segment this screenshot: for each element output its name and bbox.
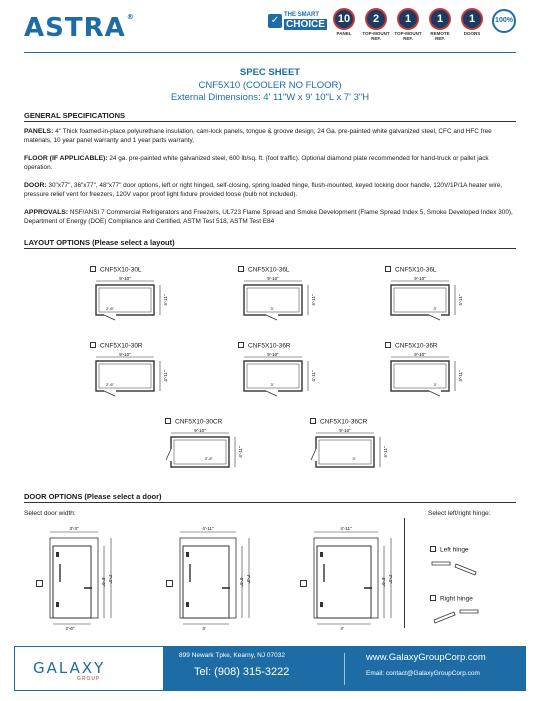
- header: [0, 0, 540, 62]
- right-hinge-checkbox[interactable]: [430, 595, 436, 601]
- layout-checkbox[interactable]: [238, 342, 244, 348]
- layout-diagram: [385, 351, 465, 401]
- layout-name: CNF5X10-30L: [100, 266, 142, 274]
- general-heading: GENERAL SPECIFICATIONS: [24, 111, 125, 120]
- layout-checkbox[interactable]: [90, 266, 96, 272]
- floor-text: 24 ga. pre-painted white galvanized steel, 600 lb/sq. ft. (foot traffic). Optional diamond plate recommended for hand-truck or pallet jack operation.: [24, 155, 489, 171]
- layout-option[interactable]: [385, 266, 475, 328]
- layout-depth-label: 4'-11": [458, 294, 463, 306]
- layout-door-label: 2'-6": [106, 306, 114, 311]
- floor-label: FLOOR (IF APPLICABLE):: [24, 155, 108, 162]
- door-diagram: [166, 524, 266, 634]
- door-diagram: [300, 524, 400, 634]
- approvals-label: APPROVALS:: [24, 209, 69, 216]
- layout-option-caption[interactable]: [90, 266, 180, 274]
- layout-depth-label: 4'-11": [163, 294, 168, 306]
- hundred-percent-badge: 100%: [492, 9, 516, 33]
- right-hinge-option[interactable]: [430, 595, 473, 603]
- layout-option-caption[interactable]: [90, 342, 180, 350]
- layout-checkbox[interactable]: [385, 266, 391, 272]
- warranty-badge: [330, 8, 358, 41]
- layout-depth-label: 4'-11": [238, 446, 243, 458]
- panels-label: PANELS:: [24, 128, 54, 135]
- layout-width-label: 9'-10": [119, 352, 131, 357]
- warranty-badge: [426, 8, 454, 41]
- spec-dimensions: External Dimensions: 4' 11"W x 9' 10"L x 7' 3"H: [170, 92, 370, 103]
- layout-depth-label: 4'-11": [311, 294, 316, 306]
- warranty-badge: [394, 8, 422, 41]
- right-hinge-icon: [430, 606, 480, 626]
- layout-checkbox[interactable]: [90, 342, 96, 348]
- door-option[interactable]: [300, 524, 400, 634]
- door-text: 30"x77", 36"x77", 48"x77" door options, left or right hinged, self-closing, spring loaded hinge, flush-mounted, keyed locking door handle, 120V/1P/1A heater wire, pressure relief vent for freezers, 120V vapor proof light fixture provided loose (bulb not included).: [24, 182, 503, 198]
- smart-choice-badge: [268, 12, 324, 36]
- check-icon: ✓: [268, 14, 282, 28]
- layout-door-label: 3': [433, 382, 437, 387]
- badge-label: PANEL: [336, 31, 352, 36]
- layout-name: CNF5X10-30CR: [175, 418, 223, 426]
- layout-width-label: 9'-10": [339, 428, 351, 433]
- layout-option[interactable]: [385, 342, 475, 404]
- layout-option[interactable]: [238, 342, 328, 404]
- layout-name: CNF5X10-30R: [100, 342, 143, 350]
- layout-option[interactable]: [238, 266, 328, 328]
- layout-diagram: [310, 427, 390, 477]
- panels-spec: [24, 127, 518, 145]
- door-total-height-label: 7'-3": [108, 574, 113, 584]
- warranty-badge: [458, 8, 486, 41]
- layout-depth-label: 4'-11": [458, 370, 463, 382]
- layout-heading: LAYOUT OPTIONS (Please select a layout): [24, 238, 175, 247]
- door-bottom-label: 4': [340, 626, 344, 631]
- footer-divider: [344, 653, 345, 685]
- badge-value: 1: [397, 8, 419, 30]
- choice-line2: CHOICE: [286, 19, 325, 30]
- panels-text: 4" Thick foamed-in-place polyurethane insulation, cam-lock panels, tongue & groove design, 24 Ga. pre-painted white galvanized steel, CFC and HFC free materials, 10 year panel warranty and 1 year parts warranty,: [24, 128, 492, 144]
- approvals-spec: [24, 208, 518, 226]
- layout-name: CNF5X10-36L: [395, 266, 437, 274]
- select-width-label: Select door width:: [24, 510, 76, 517]
- badge-value: 1: [461, 8, 483, 30]
- astra-logo: ASTRA®: [24, 13, 135, 43]
- layout-depth-label: 4'-11": [311, 370, 316, 382]
- layout-door-label: 3': [270, 306, 274, 311]
- door-height-label: 6'-5": [101, 577, 106, 587]
- door-top-label: 4'-11": [202, 526, 214, 531]
- layout-checkbox[interactable]: [238, 266, 244, 272]
- email-link[interactable]: Email: contact@GalaxyGroupCorp.com: [366, 670, 480, 677]
- badge-value: 1: [429, 8, 451, 30]
- left-hinge-icon: [430, 558, 480, 578]
- spec-title: SPEC SHEET: [239, 67, 301, 78]
- address: 899 Newark Tpke, Kearny, NJ 07032: [179, 652, 285, 659]
- door-label: DOOR:: [24, 182, 47, 189]
- layout-diagram: [238, 275, 318, 325]
- badge-label: DOORS: [463, 31, 481, 36]
- layout-option-caption[interactable]: [238, 342, 328, 350]
- layout-option-caption[interactable]: [238, 266, 328, 274]
- door-total-height-label: 7'-3": [246, 574, 251, 584]
- layout-diagram: [90, 351, 170, 401]
- website-link[interactable]: www.GalaxyGroupCorp.com: [366, 652, 486, 663]
- badge-value: 2: [365, 8, 387, 30]
- galaxy-logo-text: GALAXY: [33, 659, 106, 677]
- door-spec: [24, 181, 518, 199]
- door-option[interactable]: [36, 524, 136, 634]
- door-top-label: 3'-3": [69, 526, 79, 531]
- badge-value: 10: [333, 8, 355, 30]
- left-hinge-option[interactable]: [430, 546, 469, 554]
- vertical-divider: [404, 518, 405, 628]
- divider: [24, 248, 516, 249]
- layout-width-label: 9'-10": [267, 352, 279, 357]
- door-total-height-label: 7'-3": [388, 574, 393, 584]
- layout-option[interactable]: [90, 266, 180, 328]
- layout-name: CNF5X10-36CR: [320, 418, 368, 426]
- layout-door-label: 2'-6": [205, 456, 213, 461]
- layout-width-label: 9'-10": [119, 276, 131, 281]
- layout-option[interactable]: [90, 342, 180, 404]
- door-diagram: [36, 524, 136, 634]
- layout-door-label: 2'-6": [106, 382, 114, 387]
- left-hinge-checkbox[interactable]: [430, 546, 436, 552]
- badge-label: TOP-MOUNT REF.: [362, 31, 390, 41]
- divider: [24, 502, 516, 503]
- layout-option[interactable]: [310, 418, 400, 480]
- layout-option[interactable]: [165, 418, 255, 480]
- header-divider: [24, 52, 516, 53]
- warranty-badges: [330, 8, 486, 41]
- badge-label: TOP-MOUNT REF.: [394, 31, 422, 41]
- layout-door-label: 3': [433, 306, 437, 311]
- layout-option-caption[interactable]: [385, 266, 475, 274]
- layout-door-label: 3': [270, 382, 274, 387]
- layout-width-label: 9'-10": [194, 428, 206, 433]
- phone[interactable]: Tel: (908) 315-3222: [194, 666, 290, 678]
- layout-diagram: [165, 427, 245, 477]
- left-hinge-label: Left hinge: [440, 546, 469, 554]
- layout-checkbox[interactable]: [310, 418, 316, 424]
- right-hinge-label: Right hinge: [440, 595, 473, 603]
- spec-model: CNF5X10 (COOLER NO FLOOR): [198, 80, 342, 91]
- layout-depth-label: 4'-11": [163, 370, 168, 382]
- door-height-label: 6'-5": [381, 577, 386, 587]
- layout-door-label: 3': [352, 456, 356, 461]
- door-options-heading: DOOR OPTIONS (Please select a door): [24, 492, 162, 501]
- layout-width-label: 9'-10": [414, 352, 426, 357]
- select-hinge-label: Select left/right hinge:: [428, 510, 491, 517]
- layout-name: CNF5X10-36R: [248, 342, 291, 350]
- footer: [14, 646, 526, 691]
- layout-width-label: 9'-10": [267, 276, 279, 281]
- layout-checkbox[interactable]: [165, 418, 171, 424]
- door-bottom-label: 2'-6": [65, 626, 75, 631]
- door-option[interactable]: [166, 524, 266, 634]
- layout-diagram: [385, 275, 465, 325]
- approvals-text: NSF/ANSI 7 Commercial Refrigerators and Freezers, UL723 Flame Spread and Smoke Development (Flame Spread Index 5, Smoke Developed Index 300), Department of Energy (DOE) Compliance and Certified, ASTM Test 518, ASTM Test E84: [24, 209, 513, 225]
- layout-diagram: [238, 351, 318, 401]
- layout-width-label: 9'-10": [414, 276, 426, 281]
- door-bottom-label: 3': [202, 626, 206, 631]
- layout-option-caption[interactable]: [310, 418, 400, 426]
- badge-label: REMOTE REF.: [430, 31, 450, 41]
- layout-name: CNF5X10-36L: [248, 266, 290, 274]
- door-top-label: 4'-11": [340, 526, 352, 531]
- divider: [24, 121, 516, 122]
- layout-name: CNF5X10-36R: [395, 342, 438, 350]
- galaxy-logo: [14, 646, 164, 691]
- layout-checkbox[interactable]: [385, 342, 391, 348]
- galaxy-logo-sub: GROUP: [77, 676, 101, 682]
- layout-option-caption[interactable]: [385, 342, 475, 350]
- layout-depth-label: 4'-11": [383, 446, 388, 458]
- choice-line1: THE SMART: [284, 12, 319, 18]
- door-height-label: 6'-5": [239, 577, 244, 587]
- layout-option-caption[interactable]: [165, 418, 255, 426]
- floor-spec: [24, 154, 518, 172]
- layout-diagram: [90, 275, 170, 325]
- warranty-badge: [362, 8, 390, 41]
